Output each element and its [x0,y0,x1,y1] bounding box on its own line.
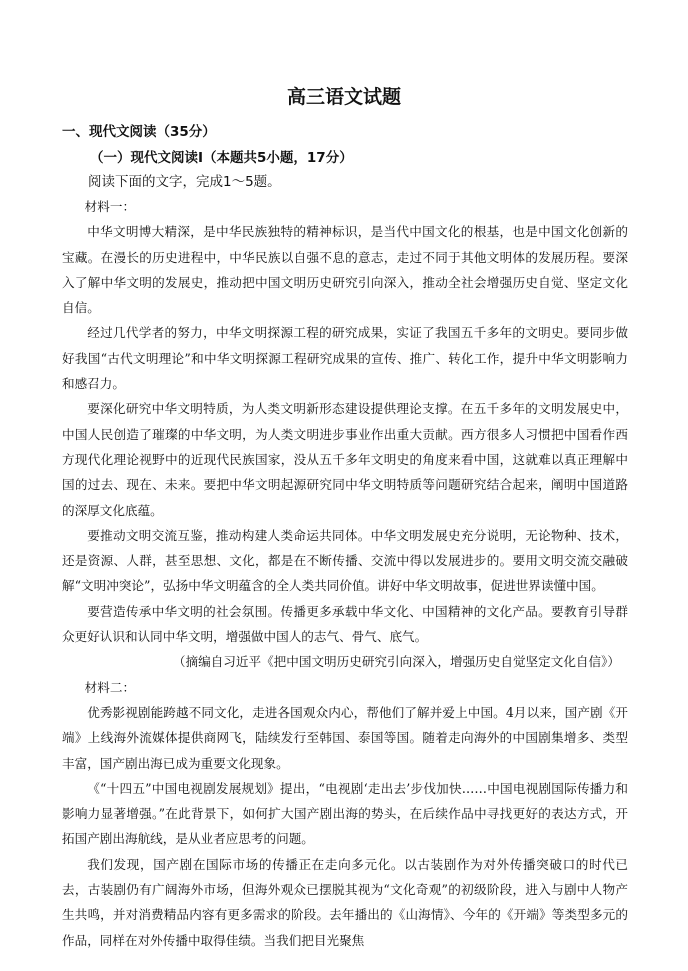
subsection-heading: （一）现代文阅读Ⅰ（本题共5小题，17分） [90,150,353,166]
paragraph: 经过几代学者的努力，中华文明探源工程的研究成果，实证了我国五千多年的文明史。要同步做好我国“古代文明理论”和中华文明探源工程研究成果的宣传、推广、转化工作，提升中华文明影响力和感召力。 [62,325,628,392]
citation: （摘编自习近平《把中国文明历史研究引向深入，增强历史自觉坚定文化自信》） [172,654,620,670]
reading-passage [62,194,628,953]
paragraph: 优秀影视剧能跨越不同文化，走进各国观众内心，帮他们了解并爱上中国。4月以来，国产剧《开端》上线海外流媒体提供商网飞，陆续发行至韩国、泰国等国。随着走向海外的中国剧集增多、类型丰富，国产剧出海已成为重要文化现象。 [62,704,628,771]
paragraph: 要深化研究中华文明特质，为人类文明新形态建设提供理论支撑。在五千多年的文明发展史中，中国人民创造了璀璨的中华文明，为人类文明进步事业作出重大贡献。西方很多人习惯把中国看作西方现代化理论视野中的近现代民族国家，没从五千多年文明史的角度来看中国，这就难以真正理解中国的过去、现在、未来。要把中华文明起源研究同中华文明特质等问题研究结合起来，阐明中国道路的深厚文化底蕴。 [62,401,628,518]
paragraph: 我们发现，国产剧在国际市场的传播正在走向多元化。以古装剧作为对外传播突破口的时代已去，古装剧仍有广阔海外市场，但海外观众已摆脱其视为“文化奇观”的初级阶段，进入与剧中人物产生共鸣，并对消费精品内容有更多需求的阶段。去年播出的《山海情》、今年的《开端》等类型多元的作品，同样在对外传播中取得佳绩。当我们把目光聚焦 [62,856,628,948]
page-title: 高三语文试题 [286,86,401,108]
paragraph: 《“十四五”中国电视剧发展规划》提出，“电视剧‘走出去’步伐加快……中国电视剧国际传播力和影响力显著增强。”在此背景下，如何扩大国产剧出海的势头，在后续作品中寻找更好的表达方式，开拓国产剧出海航线，是从业者应思考的问题。 [62,780,628,847]
material-label: 材料一： [84,199,136,214]
paragraph: 中华文明博大精深，是中华民族独特的精神标识，是当代中国文化的根基，也是中国文化创新的宝藏。在漫长的历史进程中，中华民族以自强不息的意志，走过不同于其他文明体的发展历程。要深入了解中华文明的发展史，推动把中国文明历史研究引向深入，推动全社会增强历史自觉、坚定文化自信。 [62,224,628,316]
material-label: 材料二： [84,679,136,695]
section-heading: 一、现代文阅读（35分） [62,124,216,140]
paragraph: 要营造传承中华文明的社会氛围。传播更多承载中华文化、中国精神的文化产品。要教育引导群众更好认识和认同中华文明，增强做中国人的志气、骨气、底气。 [62,603,628,645]
instruction-text: 阅读下面的文字，完成1～5题。 [88,174,281,190]
paragraph: 要推动文明交流互鉴，推动构建人类命运共同体。中华文明发展史充分说明，无论物种、技术，还是资源、人群，甚至思想、文化，都是在不断传播、交流中得以发展进步的。要用文明交流交融破解“文明冲突论”，弘扬中华文明蕴含的全人类共同价值。讲好中华文明故事，促进世界读懂中国。 [62,527,628,594]
